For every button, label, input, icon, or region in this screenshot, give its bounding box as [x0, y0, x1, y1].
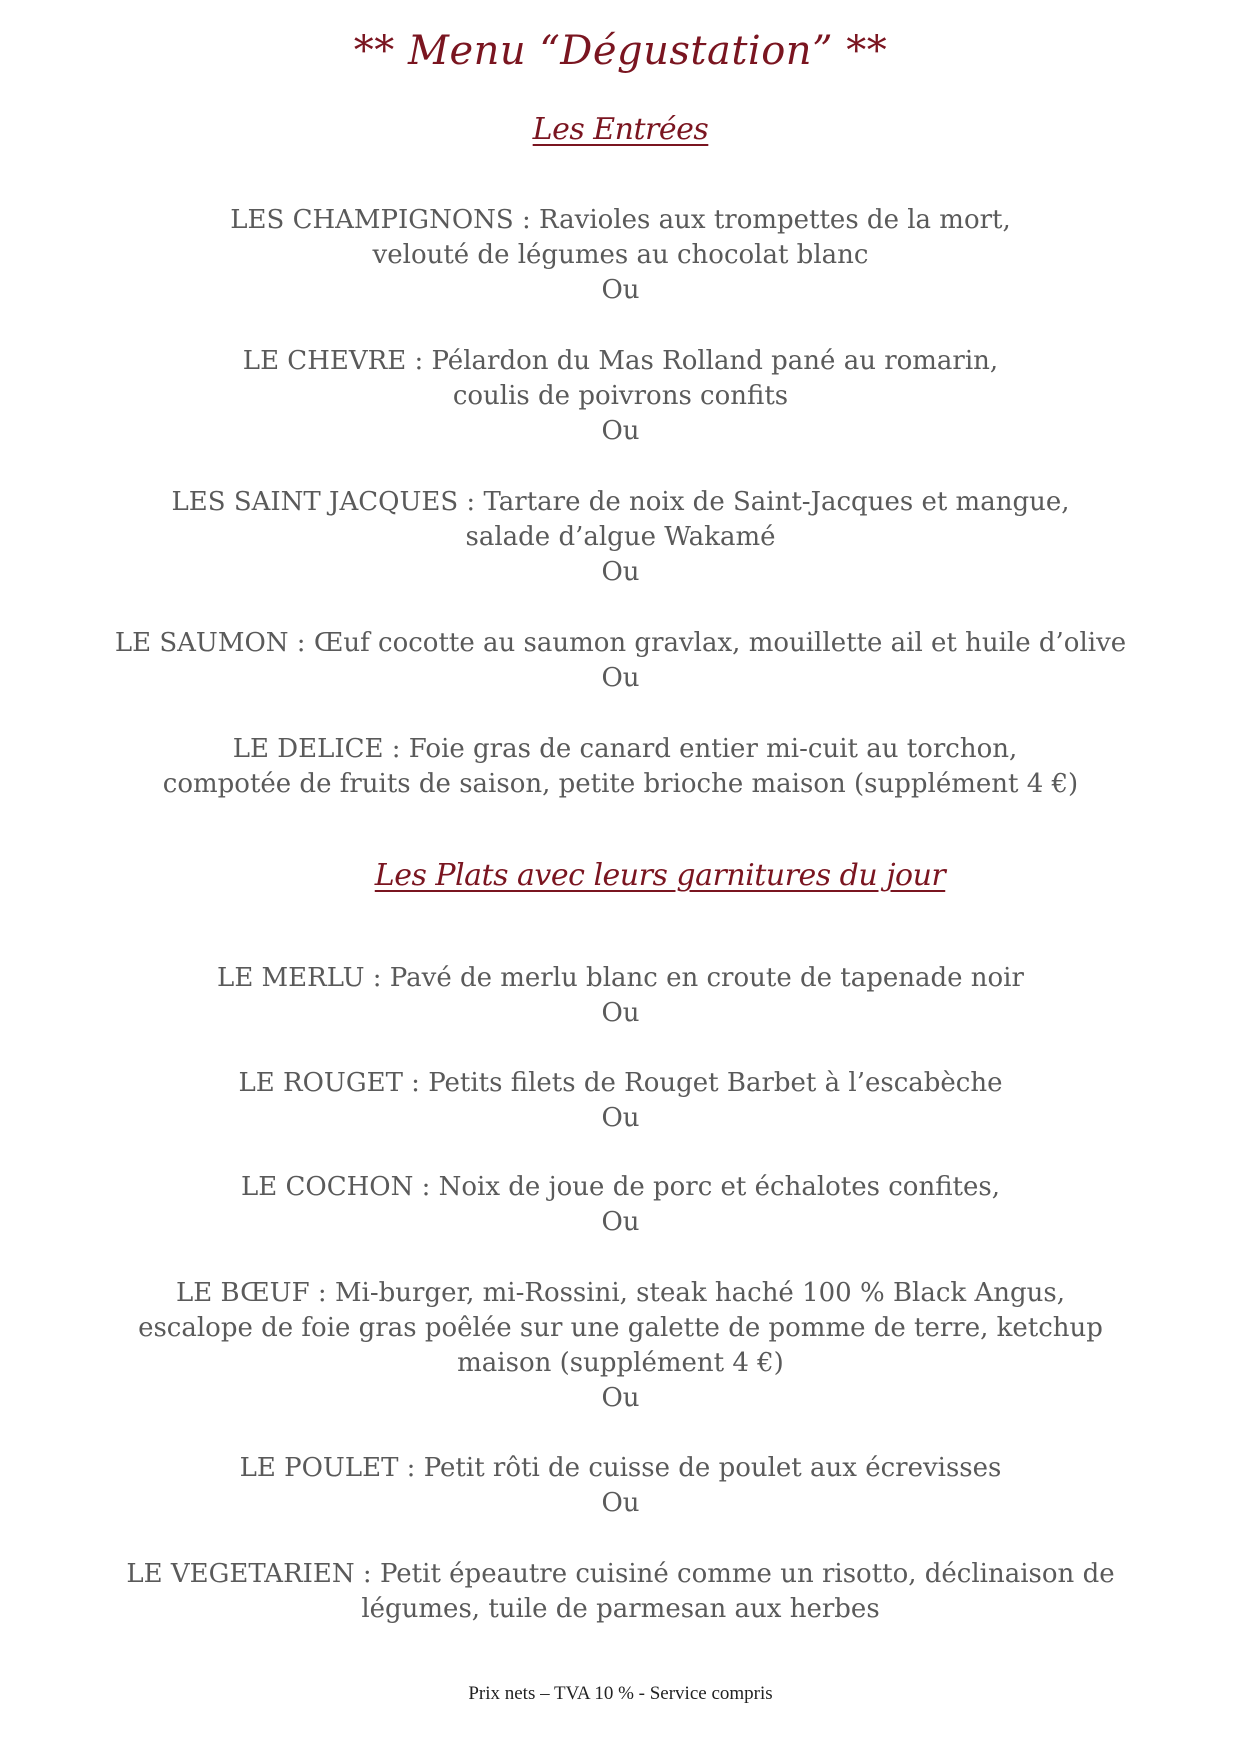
dish-description-cont: velouté de légumes au chocolat blanc — [372, 240, 869, 270]
menu-item-champignons: LES CHAMPIGNONS : Ravioles aux trompettes de la mort, — [230, 205, 1011, 235]
dish-description: Pélardon du Mas Rolland pané au romarin, — [431, 346, 999, 376]
or-separator: Ou — [601, 557, 640, 587]
menu-item-merlu: LE MERLU : Pavé de merlu blanc en croute de tapenade noir — [217, 963, 1024, 993]
dish-name: LE ROUGET — [238, 1068, 403, 1098]
menu-item-cochon: LE COCHON : Noix de joue de porc et échalotes confites, — [240, 1172, 1000, 1202]
dish-description: Petits filets de Rouget Barbet à l’escabèche — [428, 1068, 1003, 1098]
menu-item-rouget: LE ROUGET : Petits filets de Rouget Barbet à l’escabèche — [238, 1068, 1003, 1098]
dish-description: Petit épeautre cuisiné comme un risotto, déclinaison de — [379, 1559, 1115, 1589]
or-separator: Ou — [601, 663, 640, 693]
dish-description-cont: maison (supplément 4 €) — [457, 1348, 784, 1378]
or-separator: Ou — [601, 1383, 640, 1413]
dish-name: LES CHAMPIGNONS — [230, 205, 514, 235]
dish-description: Noix de joue de porc et échalotes confites, — [438, 1172, 1000, 1202]
or-separator: Ou — [601, 1488, 640, 1518]
dish-description: Foie gras de canard entier mi-cuit au torchon, — [408, 734, 1018, 764]
dish-description: Œuf cocotte au saumon gravlax, mouillette ail et huile d’olive — [313, 628, 1127, 658]
section-heading-plats: Les Plats avec leurs garnitures du jour — [374, 858, 946, 893]
or-separator: Ou — [601, 998, 640, 1028]
dish-name: LE BŒUF — [176, 1278, 310, 1308]
dish-description: Ravioles aux trompettes de la mort, — [539, 205, 1011, 235]
menu-item-vegetarien: LE VEGETARIEN : Petit épeautre cuisiné comme un risotto, déclinaison de — [126, 1559, 1115, 1589]
menu-item-chevre: LE CHEVRE : Pélardon du Mas Rolland pané au romarin, — [242, 346, 999, 376]
dish-name: LE POULET — [239, 1453, 399, 1483]
dish-name: LE VEGETARIEN — [126, 1559, 355, 1589]
dish-description-cont: coulis de poivrons confits — [452, 381, 789, 411]
dish-description: Tartare de noix de Saint-Jacques et mangue, — [483, 487, 1070, 517]
menu-item-poulet: LE POULET : Petit rôti de cuisse de poulet aux écrevisses — [239, 1453, 1002, 1483]
dish-description: Mi-burger, mi-Rossini, steak haché 100 % Black Angus, — [334, 1278, 1065, 1308]
or-separator: Ou — [601, 1207, 640, 1237]
or-separator: Ou — [601, 275, 640, 305]
dish-name: LE CHEVRE — [242, 346, 407, 376]
dish-name: LE DELICE — [232, 734, 384, 764]
menu-item-saint-jacques: LES SAINT JACQUES : Tartare de noix de Saint-Jacques et mangue, — [171, 487, 1070, 517]
menu-title: ** Menu “Dégustation” ** — [353, 28, 888, 74]
section-heading-entrees: Les Entrées — [532, 112, 709, 147]
price-footer: Prix nets – TVA 10 % - Service compris — [468, 1683, 773, 1704]
menu-item-saumon: LE SAUMON : Œuf cocotte au saumon gravlax, mouillette ail et huile d’olive — [114, 628, 1127, 658]
or-separator: Ou — [601, 416, 640, 446]
dish-name: LE MERLU — [217, 963, 365, 993]
dish-name: LE COCHON — [240, 1172, 414, 1202]
menu-item-boeuf: LE BŒUF : Mi-burger, mi-Rossini, steak haché 100 % Black Angus, — [176, 1278, 1065, 1308]
dish-name: LES SAINT JACQUES — [171, 487, 459, 517]
dish-description-cont: escalope de foie gras poêlée sur une galette de pomme de terre, ketchup — [138, 1313, 1103, 1343]
dish-description: Petit rôti de cuisse de poulet aux écrevisses — [423, 1453, 1002, 1483]
dish-description-cont: légumes, tuile de parmesan aux herbes — [361, 1594, 880, 1624]
dish-description-cont: salade d’algue Wakamé — [465, 522, 776, 552]
dish-name: LE SAUMON — [114, 628, 289, 658]
or-separator: Ou — [601, 1103, 640, 1133]
menu-item-delice: LE DELICE : Foie gras de canard entier mi-cuit au torchon, — [232, 734, 1018, 764]
dish-description: Pavé de merlu blanc en croute de tapenade noir — [389, 963, 1024, 993]
dish-description-cont: compotée de fruits de saison, petite brioche maison (supplément 4 €) — [162, 769, 1079, 799]
